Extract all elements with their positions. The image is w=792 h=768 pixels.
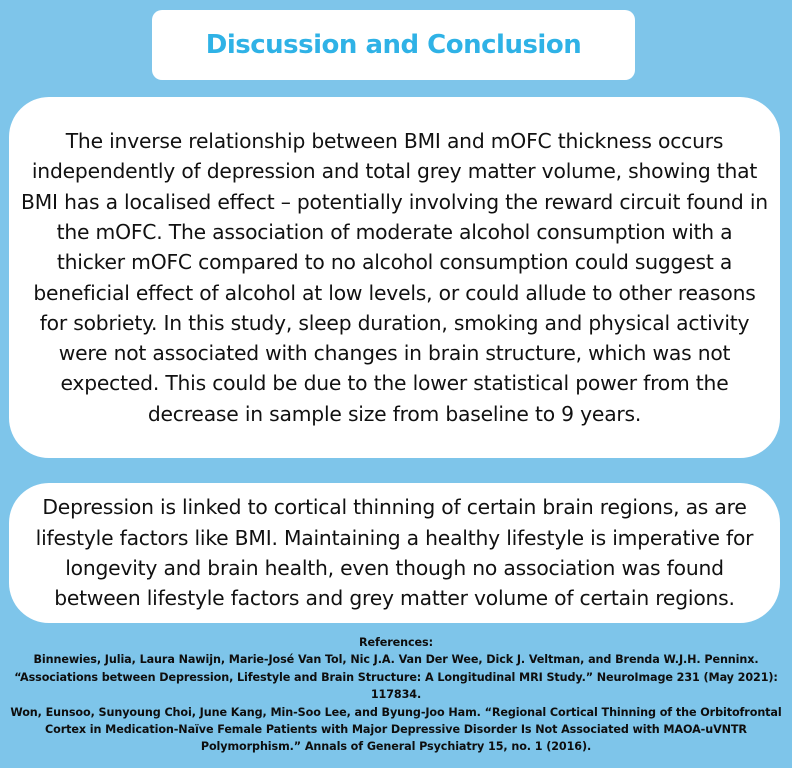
references [10,634,782,756]
discussion-text: The inverse relationship between BMI and mOFC thickness occurs independently of depression and total grey matter volume, showing that BMI has a localised effect – potentially involving the reward circuit found in the mOFC. The association of moderate alcohol consumption with a thicker mOFC compared to no alcohol consumption could suggest a beneficial effect of alcohol at low levels, or could allude to other reasons for sobriety. In this study, sleep duration, smoking and physical activity were not associated with changes in brain structure, which was not expected. This could be due to the lower statistical power from the decrease in sample size from baseline to 9 years. [21,129,768,426]
conclusion-text: Depression is linked to cortical thinning of certain brain regions, as are lifestyle factors like BMI. Maintaining a healthy lifestyle is imperative for longevity and brain health, even though no association was found between lifestyle factors and grey matter volume of certain regions. [35,495,754,611]
title-box [152,10,635,80]
reference-item: Binnewies, Julia, Laura Nawijn, Marie-José Van Tol, Nic J.A. Van Der Wee, Dick J. Veltman, and Brenda W.J.H. Penninx. “Associations between Depression, Lifestyle and Brain Structure: A Longitudinal MRI Study.” NeuroImage 231 (May 2021): 117834. [14,653,778,702]
references-heading: References: [359,636,433,649]
section-title: Discussion and Conclusion [205,30,582,60]
conclusion-card [9,483,780,623]
discussion-card [9,97,780,458]
reference-item: Won, Eunsoo, Sunyoung Choi, June Kang, Min-Soo Lee, and Byung-Joo Ham. “Regional Cortical Thinning of the Orbitofrontal Cortex in Medication-Naïve Female Patients with Major Depressive Disorder Is Not Associated with MAOA-uVNTR Polymorphism.” Annals of General Psychiatry 15, no. 1 (2016). [10,705,782,754]
